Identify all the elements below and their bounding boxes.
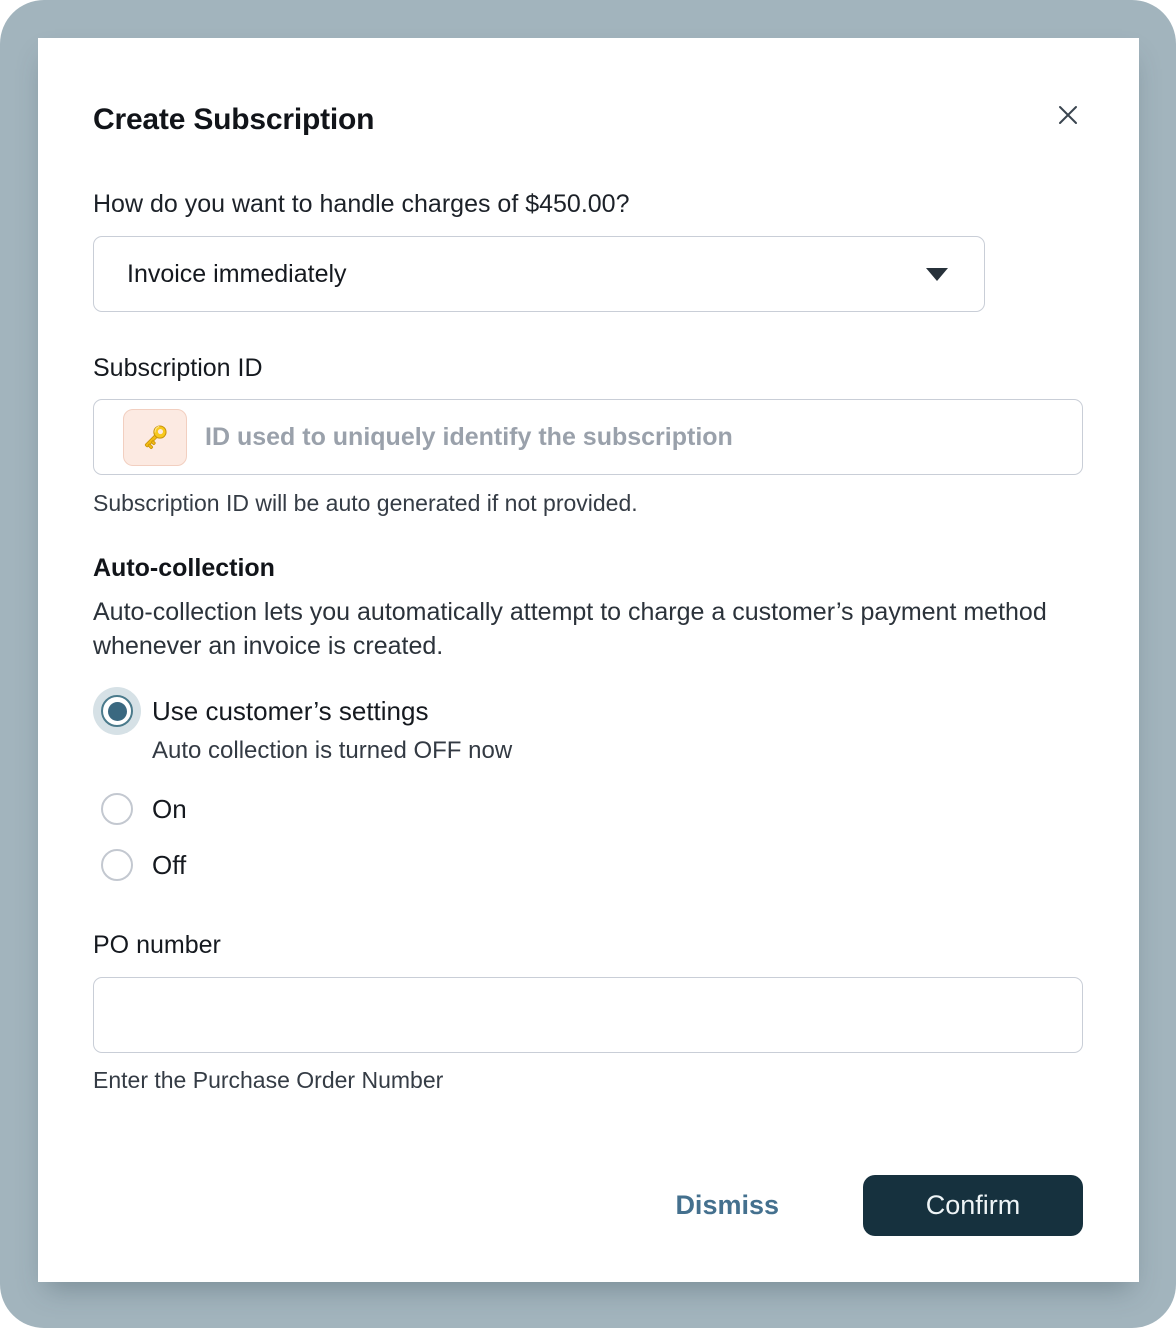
radio-option-on[interactable] xyxy=(93,791,1083,827)
po-number-helper: Enter the Purchase Order Number xyxy=(93,1067,444,1093)
charge-question: How do you want to handle charges of $450.00? xyxy=(93,190,630,218)
subscription-id-label: Subscription ID xyxy=(93,354,263,382)
radio-option-use-customers-settings[interactable] xyxy=(93,687,1083,735)
key-icon xyxy=(123,409,187,466)
po-number-label: PO number xyxy=(93,931,221,959)
po-number-field xyxy=(93,977,1083,1053)
create-subscription-modal xyxy=(38,38,1139,1282)
subscription-id-input[interactable] xyxy=(205,423,1062,452)
subscription-id-helper: Subscription ID will be auto generated if not provided. xyxy=(93,490,638,516)
radio-option-label: Use customer’s settings xyxy=(152,696,429,726)
modal-header xyxy=(93,102,1083,138)
dismiss-button[interactable]: Dismiss xyxy=(675,1190,779,1220)
modal-actions xyxy=(93,1175,1083,1236)
auto-collection-description: Auto-collection lets you automatically attempt to charge a customer’s payment method whenever an invoice is created. xyxy=(93,598,1047,660)
charge-handling-selected-value: Invoice immediately xyxy=(127,259,347,288)
charge-handling-select[interactable] xyxy=(93,236,985,312)
radio-selected-icon xyxy=(93,687,141,735)
close-button[interactable] xyxy=(1053,100,1083,130)
subscription-id-field xyxy=(93,399,1083,475)
radio-option-label: Off xyxy=(152,850,187,880)
radio-unselected-icon xyxy=(101,793,133,825)
confirm-button[interactable]: Confirm xyxy=(863,1175,1083,1236)
auto-collection-heading: Auto-collection xyxy=(93,554,275,582)
radio-unselected-icon xyxy=(101,849,133,881)
radio-option-sublabel: Auto collection is turned OFF now xyxy=(152,737,513,764)
close-icon xyxy=(1053,118,1083,133)
chevron-down-icon xyxy=(926,268,948,281)
radio-option-label: On xyxy=(152,794,187,824)
radio-option-off[interactable] xyxy=(93,847,1083,883)
po-number-input[interactable] xyxy=(118,1001,1058,1030)
modal-title: Create Subscription xyxy=(93,103,375,136)
auto-collection-radio-group xyxy=(93,687,1083,883)
